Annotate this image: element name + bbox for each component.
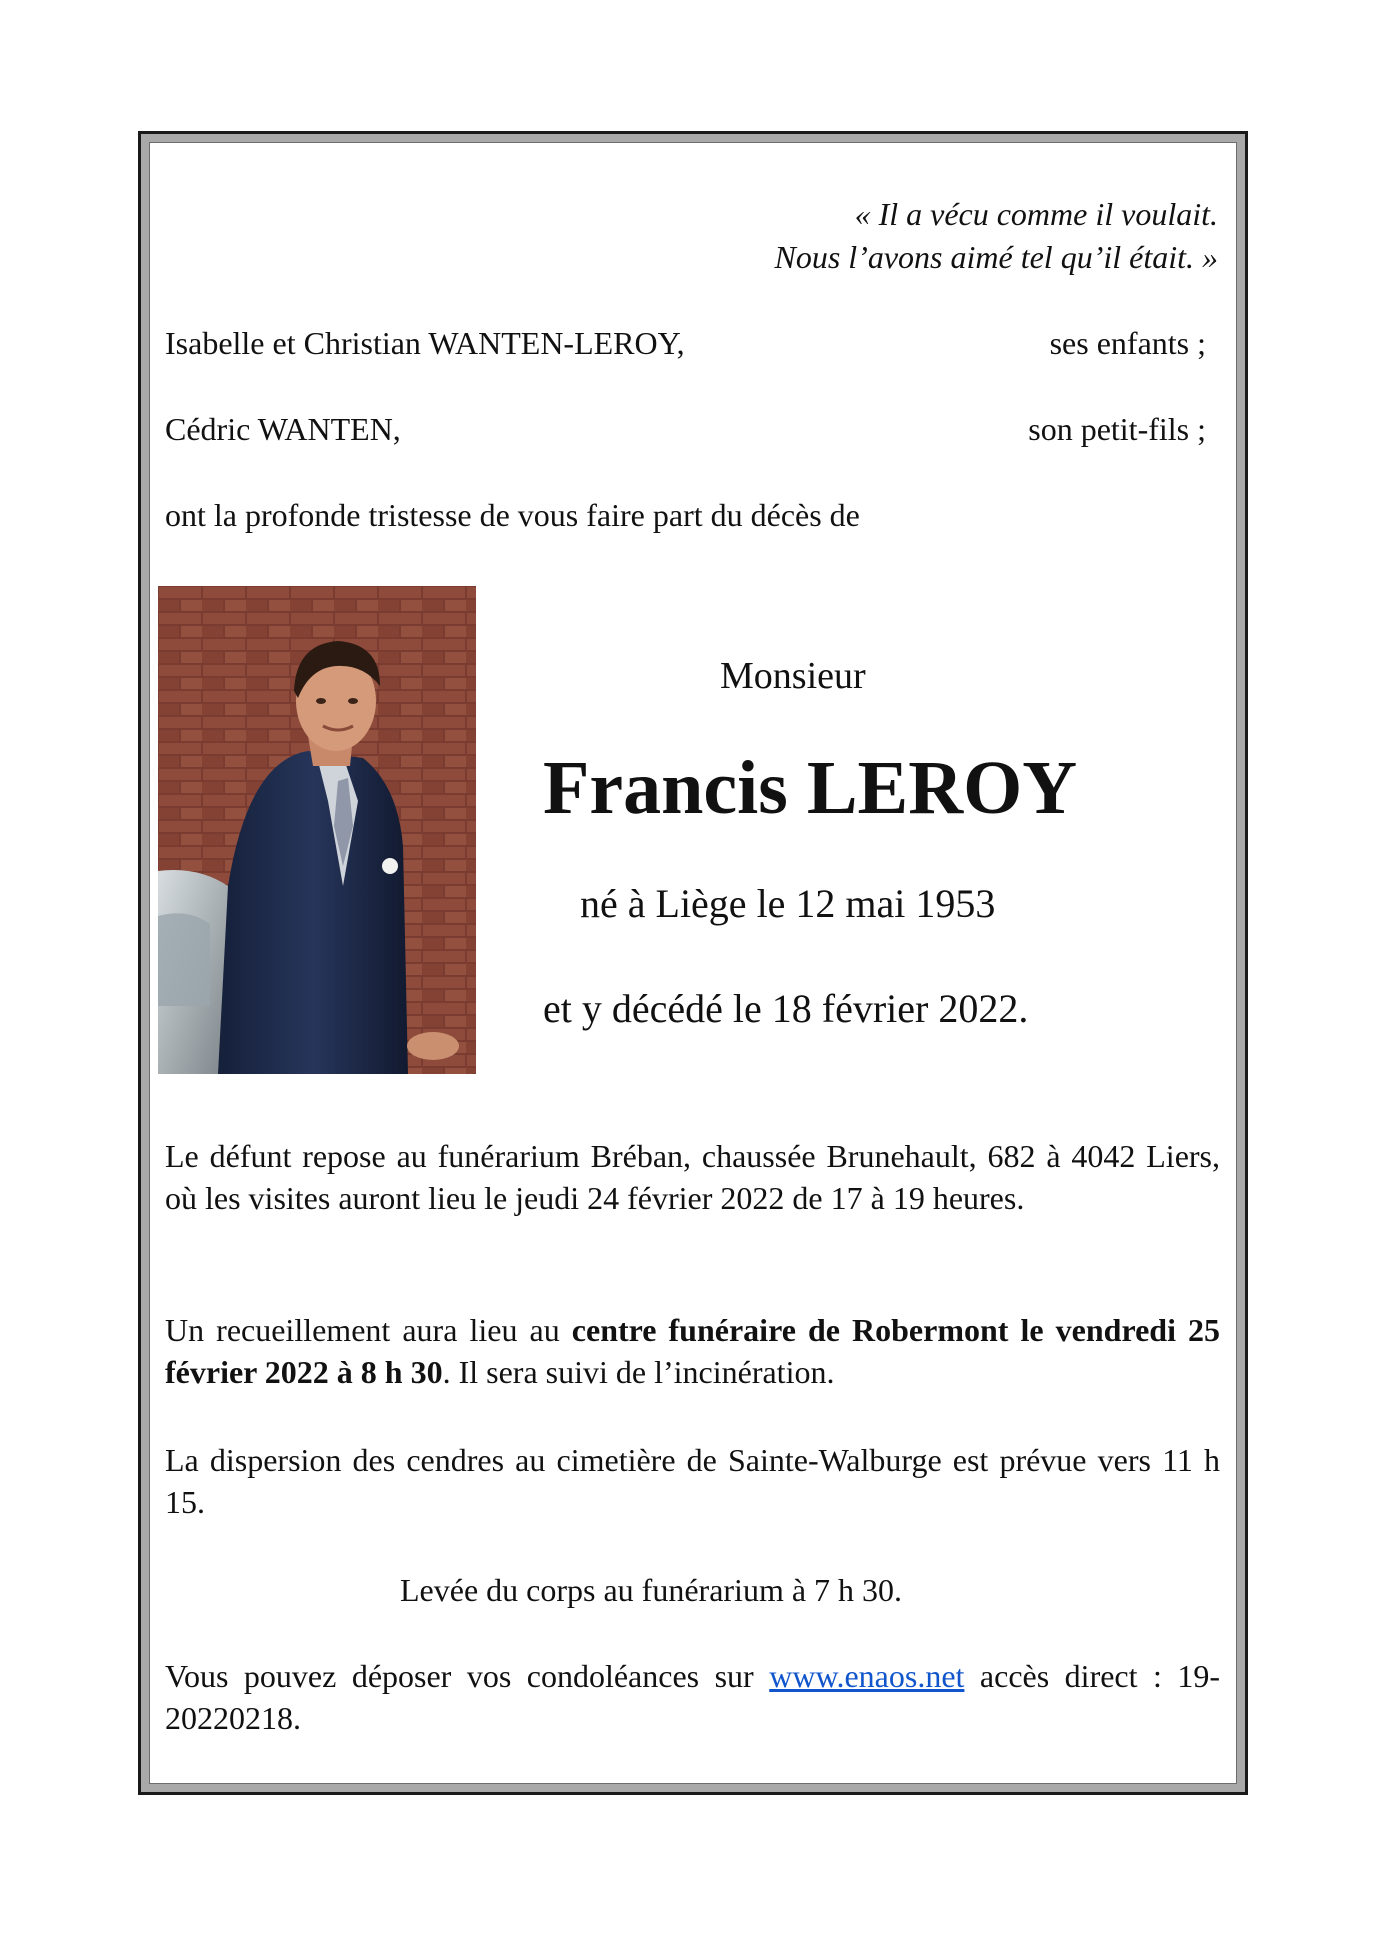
condolences-end: accès direct : 19-20220218. — [165, 1658, 1221, 1736]
levee-paragraph: Levée du corps au funérarium à 7 h 30. — [400, 1572, 903, 1608]
condolences-paragraph — [165, 1655, 1220, 1739]
condolences-intro: Vous pouvez déposer vos condoléances sur — [165, 1658, 754, 1694]
ceremony-intro: Un recueillement aura lieu au — [165, 1312, 560, 1348]
family-name-grandson: Cédric WANTEN, — [165, 411, 401, 447]
deceased-name: Francis LEROY — [543, 746, 1078, 830]
deceased-photo — [158, 586, 476, 1074]
rest-paragraph: Le défunt repose au funérarium Bréban, chaussée Brunehault, 682 à 4042 Liers, où les visites auront lieu le jeudi 24 février 2022 de 17 à 19 heures. — [165, 1138, 1220, 1216]
condolences-link[interactable]: www.enaos.net — [769, 1658, 965, 1694]
deceased-title: Monsieur — [720, 655, 866, 697]
ceremony-bold: centre funéraire de Robermont le vendredi 25 février 2022 à 8 h 30 — [165, 1312, 1221, 1390]
ceremony-end: . Il sera suivi de l’incinération. — [442, 1354, 835, 1390]
ceremony-paragraph — [165, 1309, 1220, 1393]
announcement-text: ont la profonde tristesse de vous faire part du décès de — [165, 497, 860, 533]
family-relation-grandson: son petit-fils ; — [1028, 411, 1206, 447]
family-name-children: Isabelle et Christian WANTEN-LEROY, — [165, 325, 685, 361]
deceased-birth: né à Liège le 12 mai 1953 — [580, 881, 996, 926]
epigraph-line-1: « Il a vécu comme il voulait. — [854, 196, 1218, 232]
family-relation-children: ses enfants ; — [1049, 325, 1206, 361]
deceased-death: et y décédé le 18 février 2022. — [543, 986, 1029, 1031]
epigraph-line-2: Nous l’avons aimé tel qu’il était. » — [774, 239, 1218, 275]
dispersion-paragraph: La dispersion des cendres au cimetière de Sainte-Walburge est prévue vers 11 h 15. — [165, 1442, 1220, 1520]
